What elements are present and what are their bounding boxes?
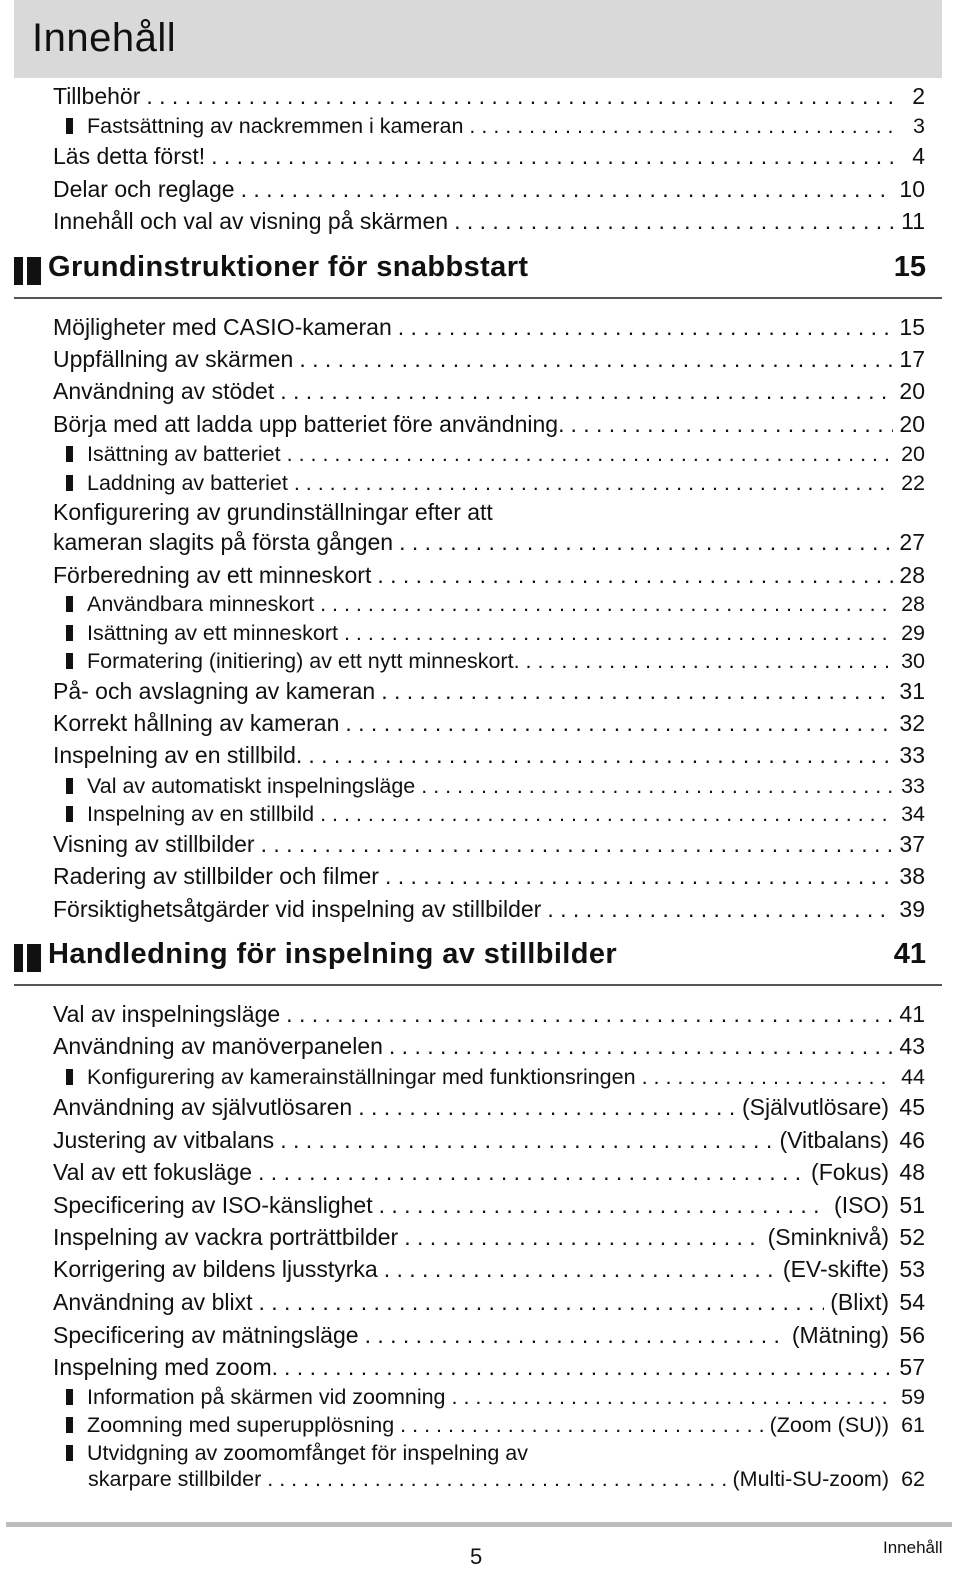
bullet-icon: [66, 446, 73, 462]
toc-entry-text: Läs detta först!: [53, 143, 206, 169]
toc-entry-page: 4: [912, 143, 925, 169]
page-title: Innehåll: [32, 16, 177, 60]
page-number: 5: [470, 1544, 483, 1569]
toc-entry[interactable]: [53, 1222, 925, 1252]
leader-dots: [570, 409, 893, 439]
toc-entry-text: Radering av stillbilder och filmer: [53, 863, 379, 889]
toc-entry-page: 52: [899, 1224, 925, 1250]
bullet-icon: [66, 778, 73, 794]
leader-dots: [642, 1062, 893, 1092]
toc-subentry[interactable]: [66, 439, 925, 469]
toc-subentry[interactable]: [66, 799, 925, 829]
leader-dots: [308, 740, 893, 770]
toc-entry-page: 33: [901, 774, 925, 798]
toc-entry-text: Uppfällning av skärmen: [53, 346, 294, 372]
toc-entry-text: Formatering (initiering) av ett nytt minneskort.: [87, 649, 520, 673]
toc-entry-text: Val av automatiskt inspelningsläge: [87, 774, 416, 798]
leader-dots: [280, 1125, 773, 1155]
footer-divider: [6, 1522, 952, 1527]
toc-entry-tag: (Vitbalans): [779, 1127, 889, 1153]
toc-entry[interactable]: [53, 344, 925, 374]
bullet-icon: [66, 1389, 73, 1405]
bullet-icon: [66, 118, 73, 134]
toc-entry[interactable]: [53, 376, 925, 406]
bullet-icon: [66, 653, 73, 669]
toc-entry[interactable]: [53, 560, 925, 590]
toc-entry[interactable]: [53, 1092, 925, 1122]
toc-entry-tag: (Mätning): [791, 1322, 889, 1348]
leader-dots: [344, 618, 893, 648]
toc-entry[interactable]: [53, 1352, 925, 1382]
leader-dots: [267, 1464, 726, 1494]
toc-entry-page: 59: [901, 1385, 925, 1409]
section-marker-icon: [27, 257, 41, 285]
leader-dots: [469, 111, 893, 141]
toc-entry-page: 27: [899, 529, 925, 555]
toc-entry[interactable]: [53, 174, 925, 204]
toc-entry-page: 2: [912, 83, 925, 109]
toc-entry-page: 56: [899, 1322, 925, 1348]
toc-subentry[interactable]: [66, 111, 925, 141]
toc-entry-tag: (ISO): [834, 1192, 889, 1218]
toc-entry[interactable]: [53, 527, 925, 557]
leader-dots: [385, 861, 893, 891]
footer-label: Innehåll: [883, 1538, 943, 1557]
toc-entry-text[interactable]: Konfigurering av grundinställningar efter att: [53, 499, 493, 525]
toc-entry-page: 34: [901, 802, 925, 826]
leader-dots: [287, 439, 893, 469]
toc-entry-page: 48: [899, 1159, 925, 1185]
toc-entry-text: Inspelning med zoom.: [53, 1354, 279, 1380]
toc-entry-text: Specificering av mätningsläge: [53, 1322, 359, 1348]
toc-subentry[interactable]: [66, 771, 925, 801]
toc-subentry[interactable]: [66, 618, 925, 648]
leader-dots: [400, 1410, 763, 1440]
toc-entry-page: 3: [913, 114, 925, 138]
leader-dots: [384, 1254, 777, 1284]
toc-entry-page: 20: [899, 411, 925, 437]
toc-entry-text: Möjligheter med CASIO-kameran: [53, 314, 392, 340]
page-header: [14, 0, 942, 78]
toc-entry[interactable]: [53, 81, 925, 111]
section-heading[interactable]: [14, 932, 942, 986]
toc-entry-page: 11: [901, 208, 925, 234]
toc-entry-text: Delar och reglage: [53, 176, 235, 202]
toc-entry-text: Isättning av batteriet: [87, 442, 281, 466]
toc-entry-page: 17: [899, 346, 925, 372]
toc-entry-page: 33: [899, 742, 925, 768]
toc-entry-page: 39: [899, 896, 925, 922]
toc-entry[interactable]: [53, 861, 925, 891]
toc-entry-tag: (Multi-SU-zoom): [732, 1467, 889, 1491]
toc-entry-page: 46: [899, 1127, 925, 1153]
toc-entry-text: Isättning av ett minneskort: [87, 621, 338, 645]
bullet-icon: [66, 806, 73, 822]
toc-entry-page: 31: [899, 678, 925, 704]
section-heading[interactable]: [14, 245, 942, 299]
toc-entry[interactable]: [53, 1031, 925, 1061]
toc-subentry[interactable]: [88, 1464, 925, 1494]
leader-dots: [258, 1157, 805, 1187]
leader-dots: [286, 999, 893, 1029]
toc-entry-page: 28: [901, 592, 925, 616]
toc-entry-text: Börja med att ladda upp batteriet före användning.: [53, 411, 565, 437]
leader-dots: [379, 1190, 828, 1220]
toc-entry-page: 43: [899, 1033, 925, 1059]
section-page: 41: [893, 938, 926, 970]
section-title: Handledning för inspelning av stillbilder: [48, 938, 618, 970]
leader-dots: [284, 1352, 893, 1382]
toc-entry-page: 28: [899, 562, 925, 588]
toc-entry-text: På- och avslagning av kameran: [53, 678, 376, 704]
toc-entry-page: 51: [899, 1192, 925, 1218]
bullet-icon: [66, 1445, 73, 1461]
toc-entry-text: Innehåll och val av visning på skärmen: [53, 208, 449, 234]
toc-entry-tag: (Självutlösare): [742, 1094, 889, 1120]
toc-entry-text: Försiktighetsåtgärder vid inspelning av stillbilder: [53, 896, 542, 922]
toc-entry-page: 57: [899, 1354, 925, 1380]
toc-entry-page: 44: [901, 1065, 925, 1089]
bullet-icon: [66, 1069, 73, 1085]
toc-entry-page: 53: [899, 1256, 925, 1282]
toc-entry-page: 45: [899, 1094, 925, 1120]
leader-dots: [241, 174, 893, 204]
toc-entry-text: Inspelning av en stillbild.: [53, 742, 303, 768]
toc-entry-page: 41: [899, 1001, 925, 1027]
leader-dots: [345, 708, 893, 738]
toc-entry-page: 15: [899, 314, 925, 340]
leader-dots: [398, 312, 893, 342]
toc-entry[interactable]: [53, 740, 925, 770]
toc-entry-text: Information på skärmen vid zoomning: [87, 1385, 446, 1409]
bullet-icon: [66, 1417, 73, 1433]
toc-subentry[interactable]: [66, 589, 925, 619]
toc-subentry[interactable]: [66, 468, 925, 498]
toc-entry-text: Användning av stödet: [53, 378, 275, 404]
toc-entry-page: 32: [899, 710, 925, 736]
toc-entry-text: skarpare stillbilder: [88, 1467, 262, 1491]
toc-entry-text: Korrekt hållning av kameran: [53, 710, 340, 736]
leader-dots: [146, 81, 893, 111]
leader-dots: [404, 1222, 761, 1252]
toc-entry[interactable]: [53, 1254, 925, 1284]
bullet-icon: [66, 625, 73, 641]
toc-entry-text: Tillbehör: [53, 83, 141, 109]
toc-entry[interactable]: [53, 999, 925, 1029]
toc-entry[interactable]: [53, 141, 925, 171]
toc-entry-tag: (Blixt): [830, 1289, 889, 1315]
toc-entry[interactable]: [53, 1125, 925, 1155]
toc-entry[interactable]: [53, 1190, 925, 1220]
toc-entry-text: Konfigurering av kamerainställningar med funktionsringen: [87, 1065, 636, 1089]
toc-entry-text: Visning av stillbilder: [53, 831, 255, 857]
section-marker-icon: [14, 944, 23, 972]
leader-dots: [261, 829, 893, 859]
toc-entry-page: 38: [899, 863, 925, 889]
toc-subentry[interactable]: [66, 646, 925, 676]
leader-dots: [320, 799, 893, 829]
toc-entry-text: Inspelning av vackra porträttbilder: [53, 1224, 399, 1250]
leader-dots: [358, 1092, 736, 1122]
section-page: 15: [893, 251, 926, 283]
toc-entry-text: Inspelning av en stillbild: [87, 802, 315, 826]
leader-dots: [320, 589, 893, 619]
leader-dots: [258, 1287, 824, 1317]
toc-entry[interactable]: [53, 894, 925, 924]
toc-entry-page: 54: [899, 1289, 925, 1315]
toc-entry-tag: (Fokus): [811, 1159, 889, 1185]
toc-entry-text: Val av inspelningsläge: [53, 1001, 281, 1027]
toc-entry-page: 61: [901, 1413, 925, 1437]
section-title: Grundinstruktioner för snabbstart: [48, 251, 529, 283]
leader-dots: [365, 1320, 786, 1350]
toc-entry-text: Användning av blixt: [53, 1289, 253, 1315]
toc-entry-page: 20: [901, 442, 925, 466]
leader-dots: [526, 646, 893, 676]
toc-entry[interactable]: [53, 829, 925, 859]
leader-dots: [421, 771, 893, 801]
toc-entry[interactable]: [53, 1320, 925, 1350]
section-marker-icon: [27, 944, 41, 972]
toc-entry-text: Zoomning med superupplösning: [87, 1413, 395, 1437]
leader-dots: [452, 1382, 893, 1412]
toc-entry-text: Korrigering av bildens ljusstyrka: [53, 1256, 378, 1282]
leader-dots: [389, 1031, 893, 1061]
toc-entry-text: Fastsättning av nackremmen i kameran: [87, 114, 464, 138]
toc-entry[interactable]: [53, 1157, 925, 1187]
toc-entry-text: Laddning av batteriet: [87, 471, 288, 495]
toc-subentry[interactable]: [66, 1410, 925, 1440]
toc-subentry[interactable]: [66, 1382, 925, 1412]
toc-entry-text: Justering av vitbalans: [53, 1127, 275, 1153]
toc-entry-text: Användning av självutlösaren: [53, 1094, 353, 1120]
bullet-icon: [66, 475, 73, 491]
toc-entry-page: 20: [899, 378, 925, 404]
toc-entry-page: 29: [901, 621, 925, 645]
leader-dots: [211, 141, 893, 171]
leader-dots: [280, 376, 893, 406]
toc-entry-tag: (Zoom (SU)): [769, 1413, 889, 1437]
toc-entry[interactable]: [53, 206, 925, 236]
section-marker-icon: [14, 257, 23, 285]
toc-entry-text: Specificering av ISO-känslighet: [53, 1192, 373, 1218]
toc-entry-page: 37: [899, 831, 925, 857]
leader-dots: [299, 344, 893, 374]
toc-entry-text: kameran slagits på första gången: [53, 529, 394, 555]
toc-entry-page: 10: [899, 176, 925, 202]
leader-dots: [399, 527, 893, 557]
leader-dots: [381, 676, 893, 706]
toc-entry-tag: (Sminknivå): [767, 1224, 889, 1250]
leader-dots: [454, 206, 893, 236]
toc-entry-text: Val av ett fokusläge: [53, 1159, 253, 1185]
toc-entry-text: Utvidgning av zoomomfånget för inspelning av: [87, 1441, 529, 1465]
toc-entry-text: Förberedning av ett minneskort: [53, 562, 372, 588]
toc-subentry[interactable]: [66, 1062, 925, 1092]
leader-dots: [547, 894, 893, 924]
toc-entry[interactable]: [53, 676, 925, 706]
leader-dots: [377, 560, 893, 590]
bullet-icon: [66, 596, 73, 612]
toc-entry[interactable]: [53, 1287, 925, 1317]
leader-dots: [294, 468, 893, 498]
toc-entry-page: 62: [901, 1467, 925, 1491]
toc-entry[interactable]: [53, 409, 925, 439]
toc-entry-text: Användning av manöverpanelen: [53, 1033, 383, 1059]
toc-entry-page: 30: [901, 649, 925, 673]
toc-entry-page: 22: [901, 471, 925, 495]
toc-entry[interactable]: [53, 312, 925, 342]
toc-entry-text: Användbara minneskort: [87, 592, 315, 616]
toc-entry[interactable]: [53, 708, 925, 738]
toc-entry-tag: (EV-skifte): [782, 1256, 889, 1282]
